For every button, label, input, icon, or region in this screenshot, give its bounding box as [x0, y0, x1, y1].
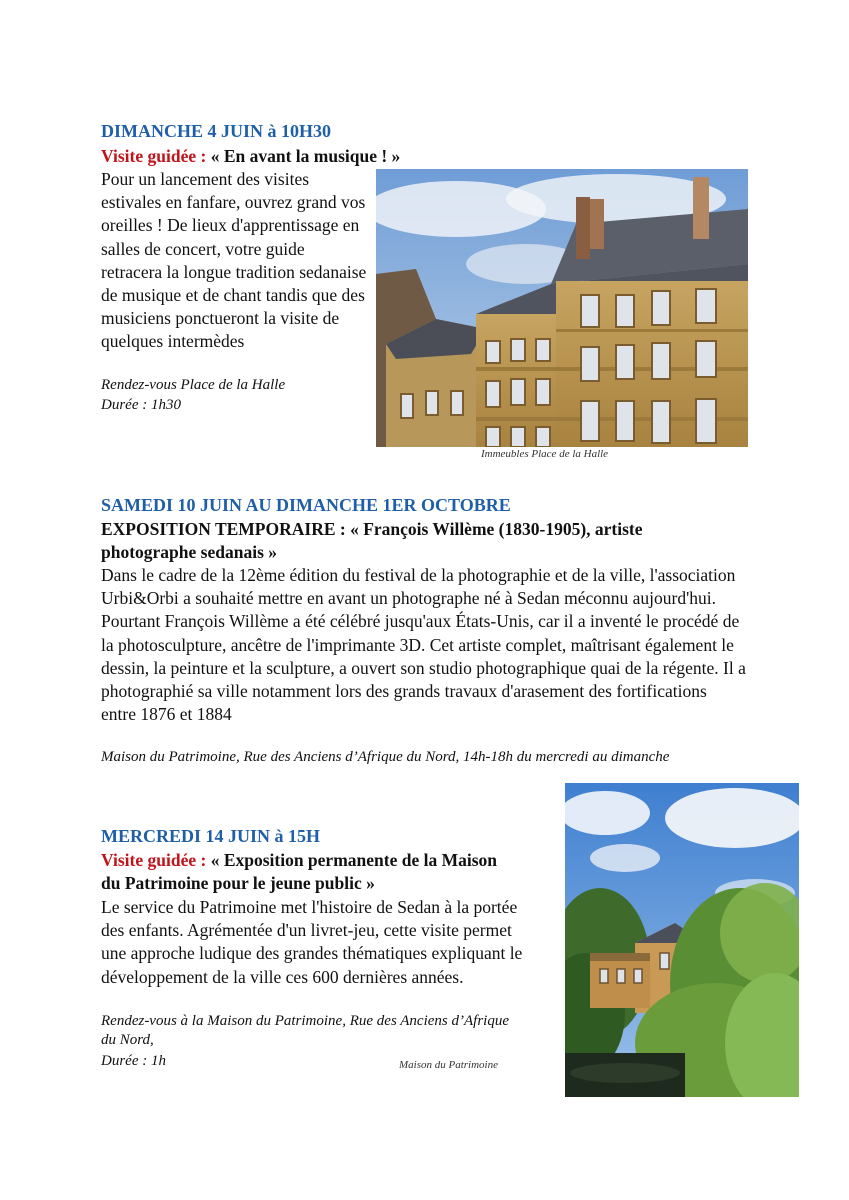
event-2-type-label: EXPOSITION TEMPORAIRE :	[101, 519, 346, 539]
event-3-type-label: Visite guidée :	[101, 850, 207, 870]
event-3-date: MERCREDI 14 JUIN à 15H	[101, 826, 321, 846]
event-1-title: « En avant la musique ! »	[210, 146, 401, 166]
event-2-body: Dans le cadre de la 12ème édition du festival de la photographie et de la ville, l'association Urbi&Orbi a souhaité mettre en avant un photographe né à Sedan méconnu aujourd'hui. Pourtant François Willème a été célébré jusqu'aux États-Unis, car il a inventé le procédé de la photosculpture, ancêtre de l'imprimante 3D. Cet artiste complet, maîtrisant également le dessin, la peinture et la sculpture, a ouvert son studio photographique quai de la régente. Il a photographié sa ville notamment lors des grands travaux d'arasement des fortifications entre 1876 et 1884	[101, 565, 746, 725]
event-1-body: Pour un lancement des visites estivales en fanfare, ouvrez grand vos oreilles ! De lieux d'apprentissage en salles de concert, votre guide retracera la longue tradition sedanaise de musique et de chant tandis que des musiciens ponctueront la visite de quelques intermèdes	[101, 169, 367, 352]
event-3-title: « Exposition permanente de la Maison du Patrimoine pour le jeune public »	[101, 850, 498, 894]
event-3-meeting: Rendez-vous à la Maison du Patrimoine, Rue des Anciens d’Afrique du Nord,	[101, 1013, 509, 1048]
event-1-duration: Durée : 1h30	[101, 397, 181, 413]
maison-du-patrimoine-photo	[565, 783, 799, 1097]
event-1-type-label: Visite guidée :	[101, 146, 207, 166]
event-3-duration: Durée : 1h	[101, 1053, 166, 1069]
maison-du-patrimoine-caption: Maison du Patrimoine	[399, 1059, 498, 1071]
place-de-la-halle-caption: Immeubles Place de la Halle	[481, 448, 609, 460]
event-1-date: DIMANCHE 4 JUIN à 10H30	[101, 121, 332, 141]
event-1-heading	[101, 145, 461, 168]
event-2-date: SAMEDI 10 JUIN AU DIMANCHE 1ER OCTOBRE	[101, 495, 511, 515]
event-2-title: « François Willème (1830-1905), artiste photographe sedanais »	[101, 519, 643, 563]
event-1-meeting: Rendez-vous Place de la Halle	[101, 377, 286, 393]
event-2-heading	[101, 518, 741, 564]
event-3-body: Le service du Patrimoine met l'histoire de Sedan à la portée des enfants. Agrémentée d'un livret-jeu, cette visite permet une approche ludique des grandes thématiques expliquant le développement de la ville ces 600 dernières années.	[101, 897, 523, 987]
place-de-la-halle-photo	[376, 169, 748, 447]
event-3-heading	[101, 849, 506, 895]
event-2-meeting: Maison du Patrimoine, Rue des Anciens d’Afrique du Nord, 14h-18h du mercredi au dimanche	[101, 749, 670, 765]
